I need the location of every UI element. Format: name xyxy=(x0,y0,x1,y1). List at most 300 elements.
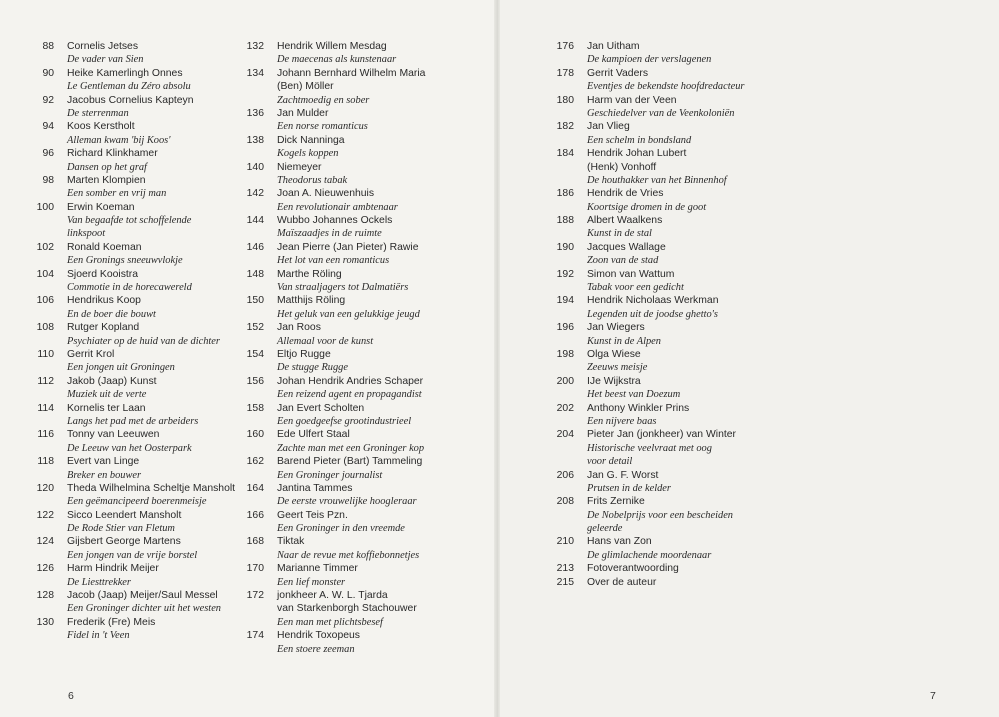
toc-entry xyxy=(540,187,770,214)
toc-entry-name: Hendrik Nicholaas Werkman xyxy=(587,295,719,307)
toc-entry-subtitle-line xyxy=(230,120,470,133)
toc-entry-subtitle-line xyxy=(540,455,770,468)
toc-entry-line xyxy=(20,482,246,495)
toc-page-number: 200 xyxy=(556,375,574,387)
toc-entry-line xyxy=(230,428,470,441)
toc-entry-line xyxy=(20,589,246,602)
toc-entry-line xyxy=(230,455,470,468)
toc-page-number: 176 xyxy=(556,41,574,52)
toc-entry xyxy=(20,94,246,121)
toc-entry-name: Johan Hendrik Andries Schaper xyxy=(277,375,424,387)
toc-entry-name: Jan Uitham xyxy=(587,41,640,52)
toc-entry xyxy=(20,321,246,348)
toc-entry-subtitle: Kogels koppen xyxy=(277,148,339,160)
toc-page-number: 184 xyxy=(556,148,574,160)
toc-entry xyxy=(540,120,770,147)
toc-entry-name: Over de auteur xyxy=(587,576,657,588)
toc-entry-name: Joan A. Nieuwenhuis xyxy=(277,188,375,200)
toc-page-number: 118 xyxy=(37,456,54,468)
toc-page-number: 108 xyxy=(36,322,54,334)
toc-entry-name: Hans van Zon xyxy=(587,536,652,548)
toc-page-number: 192 xyxy=(556,268,574,280)
toc-entry-subtitle-line xyxy=(540,281,770,294)
toc-entry-subtitle-line xyxy=(230,53,470,66)
toc-page-number: 94 xyxy=(42,121,54,133)
toc-entry xyxy=(20,201,246,241)
toc-entry-line xyxy=(20,67,246,80)
toc-entry-line xyxy=(20,562,246,575)
toc-entry-subtitle-line xyxy=(230,147,470,160)
toc-entry-subtitle-line xyxy=(230,576,470,589)
toc-column-1 xyxy=(20,40,246,643)
toc-entry-subtitle: Legenden uit de joodse ghetto's xyxy=(587,308,718,320)
toc-entry-name: Theda Wilhelmina Scheltje Mansholt xyxy=(67,482,236,494)
toc-entry-line xyxy=(230,107,470,120)
toc-page-number: 130 xyxy=(36,616,54,628)
toc-entry xyxy=(20,562,246,589)
toc-entry-subtitle-line xyxy=(20,469,246,482)
toc-entry-line xyxy=(230,134,470,147)
toc-entry xyxy=(540,241,770,268)
toc-entry-subtitle-line xyxy=(20,227,246,240)
toc-entry-name: Jan Vlieg xyxy=(587,121,630,133)
toc-entry-line xyxy=(20,375,246,388)
toc-entry-name: Pieter Jan (jonkheer) van Winter xyxy=(587,429,736,441)
toc-entry xyxy=(540,402,770,429)
page-number-left: 6 xyxy=(68,690,74,702)
toc-entry-line xyxy=(540,94,770,107)
toc-entry-subtitle-line xyxy=(230,616,470,629)
toc-entry-subtitle-line xyxy=(230,361,470,374)
toc-entry xyxy=(230,562,470,589)
toc-entry xyxy=(20,348,246,375)
toc-entry-line xyxy=(540,120,770,133)
toc-entry xyxy=(230,294,470,321)
toc-entry-name: Harm Hindrik Meijer xyxy=(67,563,159,575)
toc-entry-subtitle-line xyxy=(230,415,470,428)
toc-entry-subtitle: Een Groninger in den vreemde xyxy=(277,523,405,535)
toc-entry-name: Jan Evert Scholten xyxy=(277,402,365,414)
toc-entry-subtitle: De houthakker van het Binnenhof xyxy=(587,174,727,186)
toc-page-number: 126 xyxy=(36,563,54,575)
toc-entry xyxy=(540,469,770,496)
toc-entry-line xyxy=(540,428,770,441)
toc-entry-subtitle-line xyxy=(540,53,770,66)
toc-entry-subtitle: Een goedgeefse grootindustrieel xyxy=(277,415,412,427)
toc-page-number: 170 xyxy=(246,563,264,575)
toc-page-number: 206 xyxy=(556,469,574,481)
toc-entry-line xyxy=(230,161,470,174)
toc-entry-subtitle: Commotie in de horecawereld xyxy=(67,282,192,294)
toc-entry-subtitle: Zachte man met een Groninger kop xyxy=(277,442,425,454)
toc-entry xyxy=(540,147,770,187)
toc-entry xyxy=(230,482,470,509)
toc-entry-subtitle: Tabak voor een gedicht xyxy=(587,282,684,294)
toc-entry xyxy=(20,402,246,429)
toc-entry xyxy=(20,455,246,482)
toc-entry xyxy=(230,535,470,562)
toc-entry-subtitle: Breker en bouwer xyxy=(67,469,142,481)
toc-entry-subtitle-line xyxy=(20,576,246,589)
page-number-right: 7 xyxy=(930,690,936,702)
toc-entry-subtitle: Langs het pad met de arbeiders xyxy=(67,415,199,427)
toc-entry-name: Geert Teis Pzn. xyxy=(277,509,348,521)
toc-page-number: 208 xyxy=(556,496,574,508)
toc-entry-name: Heike Kamerlingh Onnes xyxy=(67,67,183,79)
toc-entry-name: Jan G. F. Worst xyxy=(587,469,659,481)
toc-entry-line xyxy=(540,268,770,281)
toc-entry xyxy=(540,268,770,295)
toc-entry xyxy=(230,589,470,629)
toc-entry-subtitle-line xyxy=(20,80,246,93)
toc-entry-name: Tonny van Leeuwen xyxy=(67,429,160,441)
toc-entry-subtitle: Maïszaadjes in de ruimte xyxy=(277,228,382,240)
toc-page-number: 162 xyxy=(246,456,264,468)
toc-entry-subtitle-line xyxy=(20,361,246,374)
toc-page-number: 104 xyxy=(36,268,54,280)
toc-entry-subtitle-line xyxy=(540,549,770,562)
toc-page-number: 106 xyxy=(36,295,54,307)
toc-entry-subtitle-line xyxy=(20,495,246,508)
toc-entry-subtitle-line xyxy=(230,254,470,267)
toc-entry xyxy=(230,428,470,455)
toc-entry-subtitle: Van straaljagers tot Dalmatiërs xyxy=(277,282,409,294)
toc-entry-subtitle: voor detail xyxy=(587,456,633,468)
toc-entry-subtitle-line xyxy=(540,415,770,428)
toc-entry xyxy=(230,161,470,188)
toc-entry xyxy=(540,348,770,375)
toc-page-number: 132 xyxy=(246,41,264,52)
toc-entry-line xyxy=(20,201,246,214)
toc-entry-line xyxy=(20,268,246,281)
toc-page-number: 92 xyxy=(42,94,54,106)
toc-entry-subtitle: De maecenas als kunstenaar xyxy=(277,54,397,66)
toc-entry-subtitle: Zeeuws meisje xyxy=(587,362,648,374)
toc-entry xyxy=(20,120,246,147)
toc-entry xyxy=(540,375,770,402)
toc-entry xyxy=(230,40,470,67)
toc-entry-subtitle: geleerde xyxy=(587,523,623,535)
toc-column-3 xyxy=(540,40,770,589)
toc-entry-subtitle: Een somber en vrij man xyxy=(67,188,167,200)
toc-entry-line xyxy=(20,40,246,53)
toc-page-number: 134 xyxy=(246,67,264,79)
toc-entry-name: Kornelis ter Laan xyxy=(67,402,146,414)
toc-entry-subtitle: Een Gronings sneeuwvlokje xyxy=(67,255,183,267)
toc-entry-subtitle: Le Gentleman du Zéro absolu xyxy=(67,81,191,93)
toc-entry-name: Simon van Wattum xyxy=(587,268,675,280)
toc-page-number: 140 xyxy=(246,161,264,173)
toc-entry-line xyxy=(540,469,770,482)
toc-entry-line xyxy=(540,576,770,589)
toc-entry-name: Gerrit Vaders xyxy=(587,67,649,79)
toc-entry-line xyxy=(20,455,246,468)
toc-entry-line xyxy=(540,495,770,508)
toc-entry-line xyxy=(230,629,470,642)
toc-entry-subtitle-line xyxy=(20,549,246,562)
toc-entry-line xyxy=(230,40,470,53)
toc-page-number: 136 xyxy=(246,107,264,119)
toc-page-number: 172 xyxy=(246,590,264,602)
toc-entry-line xyxy=(540,147,770,160)
toc-entry-name: Dick Nanninga xyxy=(277,134,345,146)
toc-entry-name: (Henk) Vonhoff xyxy=(587,161,657,173)
toc-entry-subtitle-line xyxy=(540,107,770,120)
toc-entry xyxy=(540,576,770,589)
toc-page-number: 182 xyxy=(556,121,574,133)
toc-page-number: 196 xyxy=(556,322,574,334)
toc-entry-name: Erwin Koeman xyxy=(67,201,135,213)
toc-entry-subtitle-line xyxy=(20,522,246,535)
toc-entry-name: Frederik (Fre) Meis xyxy=(67,616,156,628)
toc-page-number: 168 xyxy=(246,536,264,548)
toc-entry-line xyxy=(20,174,246,187)
toc-entry-subtitle-line xyxy=(540,134,770,147)
toc-entry-subtitle: Theodorus tabak xyxy=(277,174,348,186)
toc-entry-name: Eltjo Rugge xyxy=(277,348,331,360)
toc-entry-subtitle-line xyxy=(540,482,770,495)
toc-entry-subtitle-line xyxy=(20,602,246,615)
toc-entry-subtitle-line xyxy=(540,308,770,321)
toc-entry xyxy=(20,589,246,616)
toc-entry-subtitle-line xyxy=(540,227,770,240)
toc-entry-name: Frits Zernike xyxy=(587,496,645,508)
toc-page-number: 98 xyxy=(42,174,54,186)
toc-entry-subtitle-line xyxy=(230,201,470,214)
toc-entry-name: Barend Pieter (Bart) Tammeling xyxy=(277,456,423,468)
toc-entry-name: Hendrik Johan Lubert xyxy=(587,148,687,160)
toc-entry-subtitle-line xyxy=(230,442,470,455)
toc-page-number: 158 xyxy=(246,402,264,414)
toc-page-number: 194 xyxy=(556,295,574,307)
toc-page-number: 102 xyxy=(36,241,54,253)
toc-entry-name: IJe Wijkstra xyxy=(587,375,641,387)
toc-entry-name: Rutger Kopland xyxy=(67,322,140,334)
toc-entry-subtitle-line xyxy=(230,469,470,482)
toc-page-number: 160 xyxy=(246,429,264,441)
toc-page-number: 144 xyxy=(246,215,264,227)
toc-page-number: 142 xyxy=(246,188,264,200)
toc-entry-subtitle-line xyxy=(20,254,246,267)
toc-entry xyxy=(20,147,246,174)
toc-entry-name: Wubbo Johannes Ockels xyxy=(277,215,393,227)
toc-entry-line xyxy=(540,214,770,227)
toc-entry-line xyxy=(230,80,470,93)
toc-entry-line xyxy=(230,535,470,548)
toc-entry-subtitle: Het geluk van een gelukkige jeugd xyxy=(277,308,420,320)
toc-entry-line xyxy=(230,241,470,254)
toc-entry-subtitle: Een reizend agent en propagandist xyxy=(277,389,422,401)
toc-entry-subtitle: Het beest van Doezum xyxy=(587,389,681,401)
toc-page-number: 148 xyxy=(246,268,264,280)
toc-entry-line xyxy=(230,268,470,281)
toc-page-number: 122 xyxy=(36,509,54,521)
toc-page-number: 116 xyxy=(37,429,54,441)
toc-entry-line xyxy=(540,535,770,548)
toc-entry-line xyxy=(230,375,470,388)
toc-entry-subtitle: Zachtmoedig en sober xyxy=(277,94,370,106)
toc-entry xyxy=(230,321,470,348)
toc-entry-line xyxy=(540,67,770,80)
toc-entry-subtitle-line xyxy=(230,335,470,348)
toc-page-number: 110 xyxy=(37,348,54,360)
toc-entry-line xyxy=(540,375,770,388)
toc-entry-name: Sjoerd Kooistra xyxy=(67,268,139,280)
toc-entry-name: Jantina Tammes xyxy=(277,482,353,494)
toc-entry xyxy=(20,294,246,321)
toc-entry-line xyxy=(230,67,470,80)
toc-entry-name: Hendrik de Vries xyxy=(587,188,664,200)
toc-page-number: 120 xyxy=(36,482,54,494)
toc-entry xyxy=(20,509,246,536)
toc-entry xyxy=(230,268,470,295)
toc-entry-line xyxy=(230,294,470,307)
toc-entry-name: Jacques Wallage xyxy=(587,241,666,253)
toc-entry-subtitle-line xyxy=(20,415,246,428)
toc-entry-subtitle: De Liesttrekker xyxy=(67,576,131,588)
toc-entry-subtitle-line xyxy=(540,254,770,267)
toc-entry-subtitle-line xyxy=(20,281,246,294)
toc-entry xyxy=(20,40,246,67)
toc-entry xyxy=(20,174,246,201)
toc-entry-subtitle: Een jongen uit Groningen xyxy=(67,362,175,374)
toc-entry-line xyxy=(20,241,246,254)
toc-page-number: 204 xyxy=(556,429,574,441)
toc-entry-subtitle-line xyxy=(230,308,470,321)
toc-entry xyxy=(230,214,470,241)
toc-entry xyxy=(540,294,770,321)
toc-entry xyxy=(230,107,470,134)
toc-entry-subtitle: Een man met plichtsbesef xyxy=(277,616,383,628)
toc-entry-name: Jacob (Jaap) Meijer/Saul Messel xyxy=(67,590,218,602)
toc-entry-subtitle: Koortsige dromen in de goot xyxy=(587,201,707,213)
toc-entry-name: Marianne Timmer xyxy=(277,563,358,575)
toc-entry-subtitle: Zoon van de stad xyxy=(587,255,659,267)
toc-entry-subtitle-line xyxy=(20,53,246,66)
toc-page-number: 124 xyxy=(36,536,54,548)
toc-entry-subtitle: De Nobelprijs voor een bescheiden xyxy=(587,509,734,521)
toc-entry-subtitle: Een Groninger journalist xyxy=(277,469,383,481)
toc-entry-name: Niemeyer xyxy=(277,161,322,173)
toc-page-number: 178 xyxy=(556,67,574,79)
toc-entry-line xyxy=(230,562,470,575)
toc-entry-subtitle: Een norse romanticus xyxy=(277,121,368,133)
toc-entry-subtitle-line xyxy=(540,509,770,522)
toc-page-number: 100 xyxy=(36,201,54,213)
toc-entry-line xyxy=(540,402,770,415)
toc-entry-line xyxy=(230,187,470,200)
toc-entry-subtitle-line xyxy=(20,214,246,227)
toc-entry-line xyxy=(20,535,246,548)
toc-entry-name: Sicco Leendert Mansholt xyxy=(67,509,182,521)
toc-entry-line xyxy=(20,402,246,415)
toc-entry-name: Harm van der Veen xyxy=(587,94,677,106)
toc-page-number: 146 xyxy=(246,241,264,253)
toc-entry-subtitle-line xyxy=(20,161,246,174)
toc-entry-subtitle-line xyxy=(20,442,246,455)
toc-entry xyxy=(230,348,470,375)
toc-page-number: 190 xyxy=(556,241,574,253)
toc-page-number: 138 xyxy=(246,134,264,146)
toc-page-number: 152 xyxy=(246,322,264,334)
toc-entry-name: Jan Mulder xyxy=(277,107,329,119)
toc-entry-subtitle-line xyxy=(230,94,470,107)
toc-entry-subtitle: Kunst in de stal xyxy=(587,228,652,240)
toc-entry-subtitle: De kampioen der verslagenen xyxy=(587,54,712,66)
toc-column-2 xyxy=(230,40,470,656)
toc-entry-line xyxy=(540,40,770,53)
toc-entry-subtitle: Een schelm in bondsland xyxy=(587,134,692,146)
toc-entry-name: jonkheer A. W. L. Tjarda xyxy=(277,590,388,602)
toc-entry xyxy=(230,375,470,402)
toc-entry-subtitle: Een nijvere baas xyxy=(587,415,657,427)
toc-entry-name: Jean Pierre (Jan Pieter) Rawie xyxy=(277,241,419,253)
toc-entry-line xyxy=(20,428,246,441)
toc-entry xyxy=(540,321,770,348)
toc-entry-subtitle: Een stoere zeeman xyxy=(277,643,355,655)
toc-entry xyxy=(540,67,770,94)
toc-entry-subtitle-line xyxy=(20,629,246,642)
toc-entry-name: Albert Waalkens xyxy=(587,215,663,227)
toc-entry xyxy=(230,402,470,429)
toc-entry-name: Gerrit Krol xyxy=(67,348,115,360)
toc-entry xyxy=(540,535,770,562)
toc-entry-subtitle-line xyxy=(540,174,770,187)
toc-entry-name: Evert van Linge xyxy=(67,456,140,468)
toc-entry-subtitle: Allemaal voor de kunst xyxy=(277,335,374,347)
toc-entry xyxy=(20,616,246,643)
toc-entry-line xyxy=(230,509,470,522)
toc-entry-subtitle-line xyxy=(230,522,470,535)
toc-page-number: 112 xyxy=(37,375,54,387)
toc-page-number: 174 xyxy=(246,630,264,642)
toc-entry-line xyxy=(540,348,770,361)
toc-entry-name: Jacobus Cornelius Kapteyn xyxy=(67,94,194,106)
toc-entry-line xyxy=(230,602,470,615)
toc-entry-line xyxy=(540,294,770,307)
toc-page-number: 202 xyxy=(556,402,574,414)
toc-entry-subtitle: Psychiater op de huid van de dichter xyxy=(67,335,220,347)
toc-entry-subtitle: Fidel in 't Veen xyxy=(67,630,130,642)
toc-entry-line xyxy=(540,321,770,334)
toc-entry-line xyxy=(540,562,770,575)
toc-entry-name: Hendrik Willem Mesdag xyxy=(277,41,387,52)
toc-page-number: 210 xyxy=(556,536,574,548)
toc-entry xyxy=(230,509,470,536)
toc-entry-subtitle: Prutsen in de kelder xyxy=(587,482,671,494)
toc-entry-name: Marthe Röling xyxy=(277,268,342,280)
toc-entry-name: Marten Klompien xyxy=(67,174,146,186)
toc-entry-subtitle-line xyxy=(230,549,470,562)
toc-entry-subtitle-line xyxy=(20,187,246,200)
toc-entry-name: Ronald Koeman xyxy=(67,241,142,253)
toc-entry-subtitle: En de boer die bouwt xyxy=(67,308,156,320)
toc-page-number: 96 xyxy=(42,148,54,160)
toc-entry-subtitle-line xyxy=(20,107,246,120)
toc-entry-subtitle: Een Groninger dichter uit het westen xyxy=(67,603,222,615)
toc-entry-subtitle-line xyxy=(540,361,770,374)
toc-entry xyxy=(230,629,470,656)
toc-entry xyxy=(230,134,470,161)
toc-entry-subtitle: Alleman kwam 'bij Koos' xyxy=(67,134,171,146)
toc-entry-subtitle-line xyxy=(20,308,246,321)
toc-entry-subtitle-line xyxy=(230,227,470,240)
toc-entry-subtitle-line xyxy=(230,281,470,294)
toc-entry-subtitle: De eerste vrouwelijke hoogleraar xyxy=(277,496,417,508)
toc-entry xyxy=(20,535,246,562)
toc-page-number: 166 xyxy=(246,509,264,521)
toc-entry-subtitle: De Leeuw van het Oosterpark xyxy=(67,442,192,454)
